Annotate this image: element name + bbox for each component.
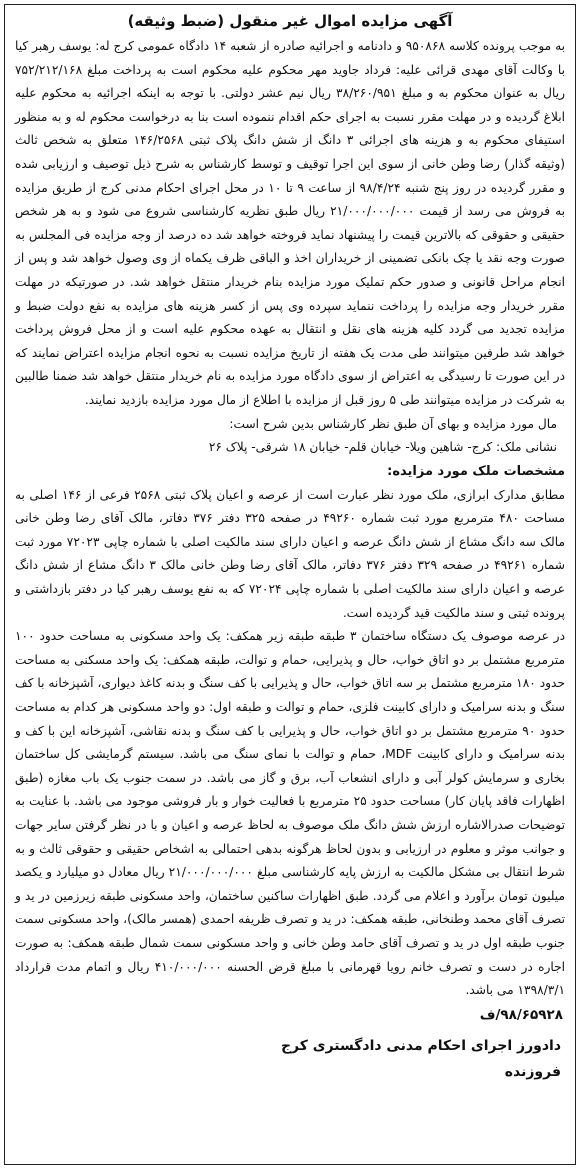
- notice-frame: [4, 4, 576, 1165]
- notice-title: آگهی مزایده اموال غیر منقول (ضبط وثیقه): [127, 12, 453, 30]
- intro-paragraph: به موجب پرونده کلاسه ۹۵۰۸۶۸ و دادنامه و اجرائیه صادره از شعبه ۱۴ دادگاه عمومی کرج له: یوسف رهبر کیا با وکالت آقای مهدی قرائی علیه: فرداد جاوید مهر محکوم علیه محکوم است به پرداخت مبلغ ۷۵۲/۲۱۲/۱۶۸ ریال به عنوان محکوم به و مبلغ ۳۸/۲۶۰/۹۵۱ ریال نیم عشر دولتی. با توجه به اینکه اجرائیه به محکوم علیه ابلاغ گردیده و در مهلت مقرر نسبت به اجرای حکم اقدام ننموده است بنا به درخواست محکوم له و به منظور استیفای محکوم به و هزینه های اجرائی ۳ دانگ از شش دانگ پلاک ثبتی ۱۴۶/۲۵۶۸ متعلق به شخص ثالث (وثیقه گذار) رضا وطن خانی از سوی این اجرا توقیف و توسط کارشناس به شرح ذیل توصیف و ارزیابی شده و مقرر گردیده در روز پنج شنبه ۹۸/۴/۲۴ از ساعت ۹ تا ۱۰ در محل اجرای احکام مدنی کرج از طریق مزایده به فروش می رسد از قیمت ۲۱/۰۰۰/۰۰۰/۰۰۰ ریال طبق نظریه کارشناسی شروع می شود و به هر شخص حقیقی و حقوقی که بالاترین قیمت را پیشنهاد نماید فروخته خواهد شد ده درصد از وجه مزایده فی المجلس به صورت وجه نقد یا چک بانکی تضمینی از خریداران اخذ و الباقی ظرف یکماه از وی وصول خواهد شد و پس از انجام مراحل قانونی و صدور حکم تملیک مورد مزایده بنام خریدار منتقل خواهد شد. در صورتیکه در مهلت مقرر خریدار وجه مزایده را پرداخت ننماید سپرده وی پس از کسر هزینه های مزایده به نفع دولت ضبط و مزایده تجدید می گردد کلیه هزینه های نقل و انتقال به عهده محکوم علیه است و از محل فروش پرداخت خواهد شد طرفین میتوانند طی مدت یک هفته از تاریخ مزایده نسبت به نحوه انجام مزایده اعتراض نمایند که در این صورت تا رسیدگی به اعتراض از سوی دادگاه مورد مزایده به نام خریدار منتقل خواهد شد ضمنا طالبین به شرکت در مزایده میتوانند طی ۵ روز قبل از مزایده با اطلاع از مال مورد مزایده بازدید نمایند.: [15, 39, 566, 407]
- address-line: نشانی ملک: کرج- شاهین ویلا- خیابان قلم- خیابان ۱۸ شرقی- پلاک ۲۶: [208, 440, 557, 455]
- property-line: مال مورد مزایده و بهای آن طبق نظر کارشناس بدین شرح است:: [229, 416, 557, 431]
- signature-title: دادورز اجرای احکام مدنی دادگستری کرج: [280, 1037, 561, 1054]
- specs-paragraph: مطابق مدارک ابرازی، ملک مورد نظر عبارت است از عرصه و اعیان پلاک ثبتی ۲۵۶۸ فرعی از ۱۴۶ اصلی به مساحت ۴۸۰ مترمربع مورد ثبت شماره ۴۹۲۶۰ در صفحه ۳۲۵ دفتر ۳۷۶ دفاتر، مالک آقای رضا وطن خانی مالک سه دانگ مشاع از شش دانگ عرصه و اعیان دارای سند مالکیت اصلی با شماره چاپی ۷۲۰۲۳ مورد ثبت شماره ۴۹۲۶۱ در صفحه ۳۲۹ دفتر ۳۷۶ دفاتر، مالک آقای رضا وطن خانی مالک ۳ دانگ مشاع از شش دانگ عرصه و اعیان دارای سند مالکیت اصلی با شماره چاپی ۷۲۰۲۴ که به نفع یوسف رهبر کیا در دفتر بازداشتی و پرونده ثبتی و سند مالکیت قید گردیده است.: [15, 487, 565, 620]
- specs-heading: مشخصات ملک مورد مزایده:: [387, 463, 565, 479]
- signature-block: [19, 1033, 561, 1085]
- case-number: ۹۸/۶۵۹۲۸/ف: [479, 1006, 563, 1023]
- building-paragraph: در عرصه موصوف یک دستگاه ساختمان ۳ طبقه طبقه زیر همکف: یک واحد مسکونی به مساحت حدود ۱۰۰ مترمربع مشتمل بر دو اتاق خواب، حال و پذیرایی، حمام و توالت، طبقه همکف: یک واحد مسکنی به مساحت حدود ۱۸۰ مترمربع مشتمل بر سه اتاق خواب، حال و پذیرایی با کف سنگ و بدنه کاغذ دیواری، آشپزخانه با کف سنگ و بدنه سرامیک و دارای کابینت فلزی، حمام و توالت و طبقه اول: دو واحد مسکونی هر کدام به مساحت حدود ۹۰ مترمربع مشتمل بر دو اتاق خواب، حال و پذیرایی با کف سنگ و بدنه نقاشی، آشپزخانه این با کف و بدنه سرامیک و دارای کابینت MDF، حمام و توالت با نمای سنگ می باشد. سیستم گرمایشی کل ساختمان بخاری و سرمایش کولر آبی و دارای انشعاب آب، برق و گاز می باشد. در سمت جنوب یک باب مغازه (طبق اظهارات فاقد پایان کار) مساحت حدود ۲۵ مترمربع با فعالیت خوار و بار فروشی موجود می باشد. با عنایت به توضیحات صدرالاشاره ارزش شش دانگ ملک موصوف به لحاظ عرصه و اعیان و با در نظر گرفتن سایر جهات و جوانب موثر و معلوم در ارزیابی و بدون لحاظ هرگونه بدهی احتمالی به اشخاص حقیقی و حقوقی ثالث و به شرط انتقال بی مشکل مالکیت به ارزش پایه کارشناسی مبلغ ۲۱/۰۰۰/۰۰۰/۰۰۰ ریال معادل دو میلیارد و یکصد میلیون تومان برآورد و اعلام می گردد. طبق اظهارات ساکنین ساختمان، واحد مسکونی طبقه زیرزمین در ید و تصرف آقای محمد وطنخانی، طبقه همکف: در ید و تصرف ظریفه احمدی (همسر مالک)، واحد مسکونی سمت جنوب طبقه اول در ید و تصرف آقای حامد وطن خانی و واحد مسکونی سمت شمال طبقه همکف: به صورت اجاره در دست و تصرف خانم رویا قهرمانی با مبلغ قرض الحسنه ۴۱۰/۰۰۰/۰۰۰ ریال و اتمام مدت قرارداد ۱۳۹۸/۳/۱ می باشد.: [15, 629, 565, 998]
- signature-name: فروزنده: [504, 1063, 561, 1080]
